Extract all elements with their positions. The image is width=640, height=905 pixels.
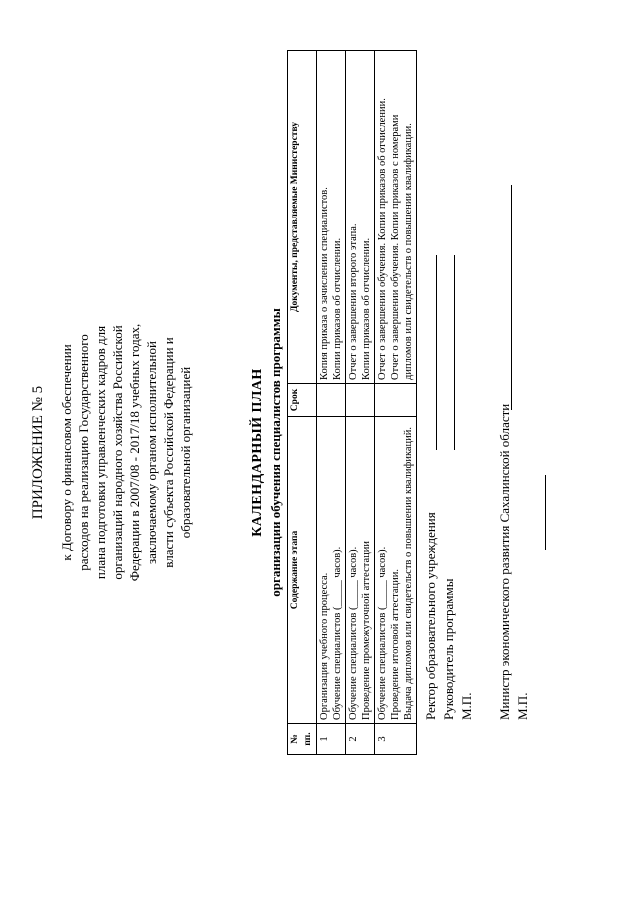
stamp-label: М.П. [459,692,474,720]
docs-line: Отчет о завершении второго этапа. [348,223,359,380]
minister-label: Министр экономического развития Сахалинской области [497,403,512,720]
plan-title: КАЛЕНДАРНЫЙ ПЛАН [250,368,265,537]
minister-signature-line [511,185,512,410]
row-term [317,384,346,417]
rector-label: Ректор образовательного учреждения [423,512,438,720]
table-row [317,51,346,755]
docs-line: дипломов или свидетельств о повышении квалификации. [403,123,414,380]
docs-line: Копия приказа о зачислении специалистов. [319,187,330,380]
content-line: Обучение специалистов (_____ часов). [348,546,359,720]
table-row [346,51,375,755]
row-docs [346,51,375,384]
content-line: Проведение промежуточной аттестации [361,541,372,720]
calendar-plan-table [287,50,417,755]
intro-line: заключаемому органом исполнительной [144,341,159,564]
intro-line: организаций народного хозяйства Российской [110,325,125,580]
rector-signature-line [436,255,437,450]
row-docs [317,51,346,384]
header-content: Содержание этапа [288,417,317,724]
head-signature-line [454,255,455,450]
header-docs: Документы, представляемые Министерству [288,51,317,384]
intro-line: власти субъекта Российской Федерации и [161,337,176,568]
row-content [375,417,417,724]
docs-line: Отчет о завершении обучения. Копии приказов об отчислении. [377,98,388,380]
bottom-line [545,475,546,550]
row-num: 1 [317,724,346,755]
appendix-title: ПРИЛОЖЕНИЕ № 5 [30,385,46,520]
row-docs [375,51,417,384]
row-term [375,384,417,417]
row-num: 2 [346,724,375,755]
docs-line: Копии приказов об отчислении. [361,237,372,380]
row-term [346,384,375,417]
row-content [346,417,375,724]
docs-line: Копии приказов об отчислении. [332,237,343,380]
intro-line: Федерации в 2007/08 - 2017/18 учебных годах, [127,323,142,582]
docs-line: Отчет о завершении обучения. Копии приказов с номерами [390,114,401,380]
intro-line: образовательной организацией [178,366,193,539]
content-line: Выдача дипломов или свидетельств о повышении квалификаций. [403,426,414,720]
content-line: Обучение специалистов (_____ часов). [377,546,388,720]
content-line: Организация учебного процесса. [319,572,330,720]
intro-line: плана подготовки управленческих кадров для [93,325,108,580]
intro-line: расходов на реализацию Государственного [76,334,91,571]
program-head-label: Руководитель программы [441,578,456,720]
appendix-intro [58,0,194,905]
table-row [375,51,417,755]
header-num: № пп. [288,724,317,755]
header-term: Срок [288,384,317,417]
intro-line: к Договору о финансовом обеспечении [59,344,74,561]
table-header-row [288,51,317,755]
plan-subtitle: организации обучения специалистов программы [268,308,283,597]
stamp-label: М.П. [515,692,530,720]
content-line: Обучение специалистов (_____ часов). [332,546,343,720]
row-content [317,417,346,724]
row-num: 3 [375,724,417,755]
content-line: Проведение итоговой аттестации. [390,568,401,720]
